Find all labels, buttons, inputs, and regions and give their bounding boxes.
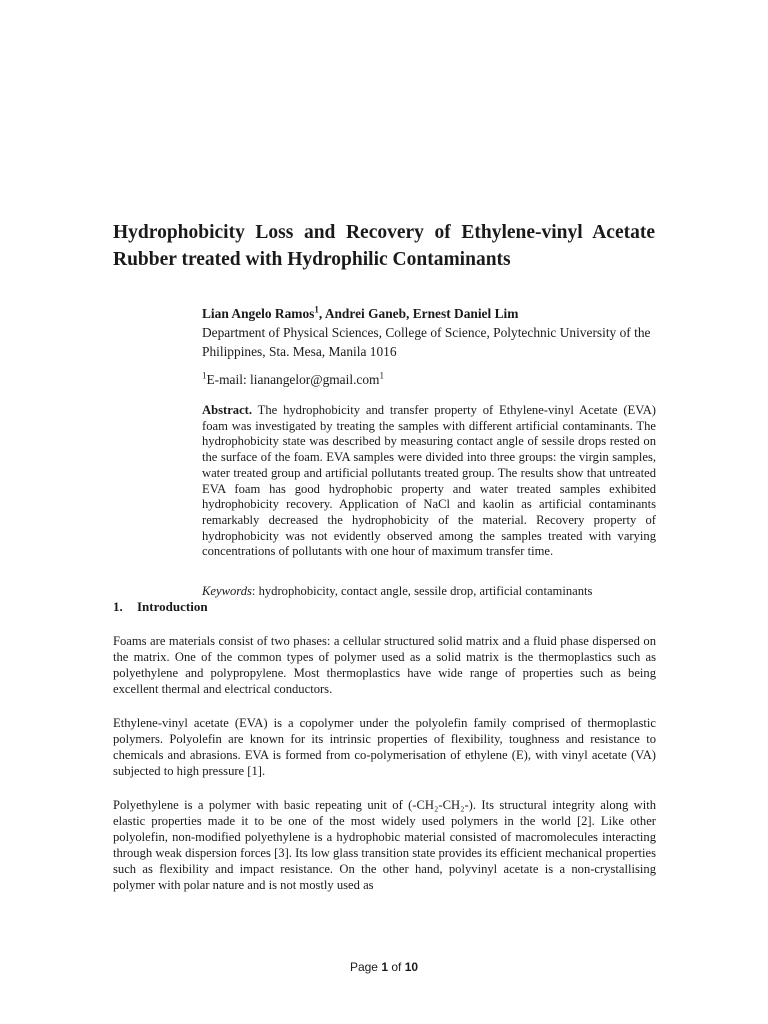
keywords (202, 584, 656, 600)
abstract-label: Abstract. (202, 403, 253, 417)
section-number: 1. (113, 599, 123, 614)
keywords-text: : hydrophobicity, contact angle, sessile drop, artificial contaminants (251, 584, 593, 598)
author-affiliation-mark: 1 (314, 304, 319, 315)
page-footer (0, 960, 768, 975)
abstract-text: The hydrophobicity and transfer property of Ethylene-vinyl Acetate (EVA) foam was investigated by treating the samples with different artificial contaminants. The hydrophobicity state was described by measuring contact angle of sessile drops rested on the surface of the foam. EVA samples were divided into three groups: the virgin samples, water treated group and artificial pollutants treated group. The results show that untreated EVA foam has good hydrophobic property and water treated samples exhibited hydrophobicity recovery. Application of NaCl and kaolin as artificial contaminants remarkably decreased the hydrophobicity of the material. Recovery property of hydrophobicity was not evidently observed among the samples treated with varying concentrations of pollutants with one hour of maximum transfer time. (202, 403, 656, 559)
section-heading (113, 599, 208, 615)
section-title: Introduction (137, 599, 208, 614)
email-text: E-mail: lianangelor@gmail.com (206, 372, 380, 387)
paper-title: Hydrophobicity Loss and Recovery of Ethylene-vinyl Acetate Rubber treated with Hydrophilic Contaminants (113, 222, 655, 270)
footer-current-page: 1 (381, 960, 388, 974)
email-pre-mark: 1 (202, 370, 207, 381)
footer-sep: of (388, 960, 405, 974)
footer-total-pages: 10 (404, 960, 419, 974)
keywords-label: Keywords (202, 584, 252, 598)
author-rest: , Andrei Ganeb, Ernest Daniel Lim (318, 306, 519, 321)
affiliation: Department of Physical Sciences, College of Science, Polytechnic University of the Philippines, Sta. Mesa, Manila 1016 (202, 325, 651, 359)
contact-email (202, 370, 384, 389)
body-paragraph: Foams are materials consist of two phases: a cellular structured solid matrix and a fluid phase dispersed on the matrix. One of the common types of polymer used as a solid matrix is the thermoplastics such as polyethylene and polypropylene. Most thermoplastics have wide range of properties such as being excellent thermal and electrical conductors. (113, 634, 656, 696)
footer-prefix: Page (349, 960, 382, 974)
body-paragraph: Polyethylene is a polymer with basic repeating unit of (-CH₂-CH₂-). Its structural integrity along with elastic properties made it to be one of the most widely used polymers in the world [2]. Like other polyolefin, non-modified polyethylene is a hydrophobic material consisted of macromolecules interacting through weak dispersion forces [3]. Its low glass transition state provides its efficient mechanical properties such as flexibility and impact resistance. On the other hand, polyvinyl acetate is a non-crystallising polymer with polar nature and is not mostly used as (113, 798, 656, 892)
author-list (202, 304, 656, 323)
abstract (202, 403, 656, 560)
body-paragraph: Ethylene-vinyl acetate (EVA) is a copolymer under the polyolefin family comprised of thermoplastic polymers. Polyolefin are known for its intrinsic properties of flexibility, toughness and resistance to chemicals and abrasions. EVA is formed from co-polymerisation of ethylene (E), with vinyl acetate (VA) subjected to high pressure [1]. (113, 716, 656, 778)
email-post-mark: 1 (379, 370, 384, 381)
author-first: Lian Angelo Ramos (202, 306, 315, 321)
author-block (202, 304, 656, 361)
